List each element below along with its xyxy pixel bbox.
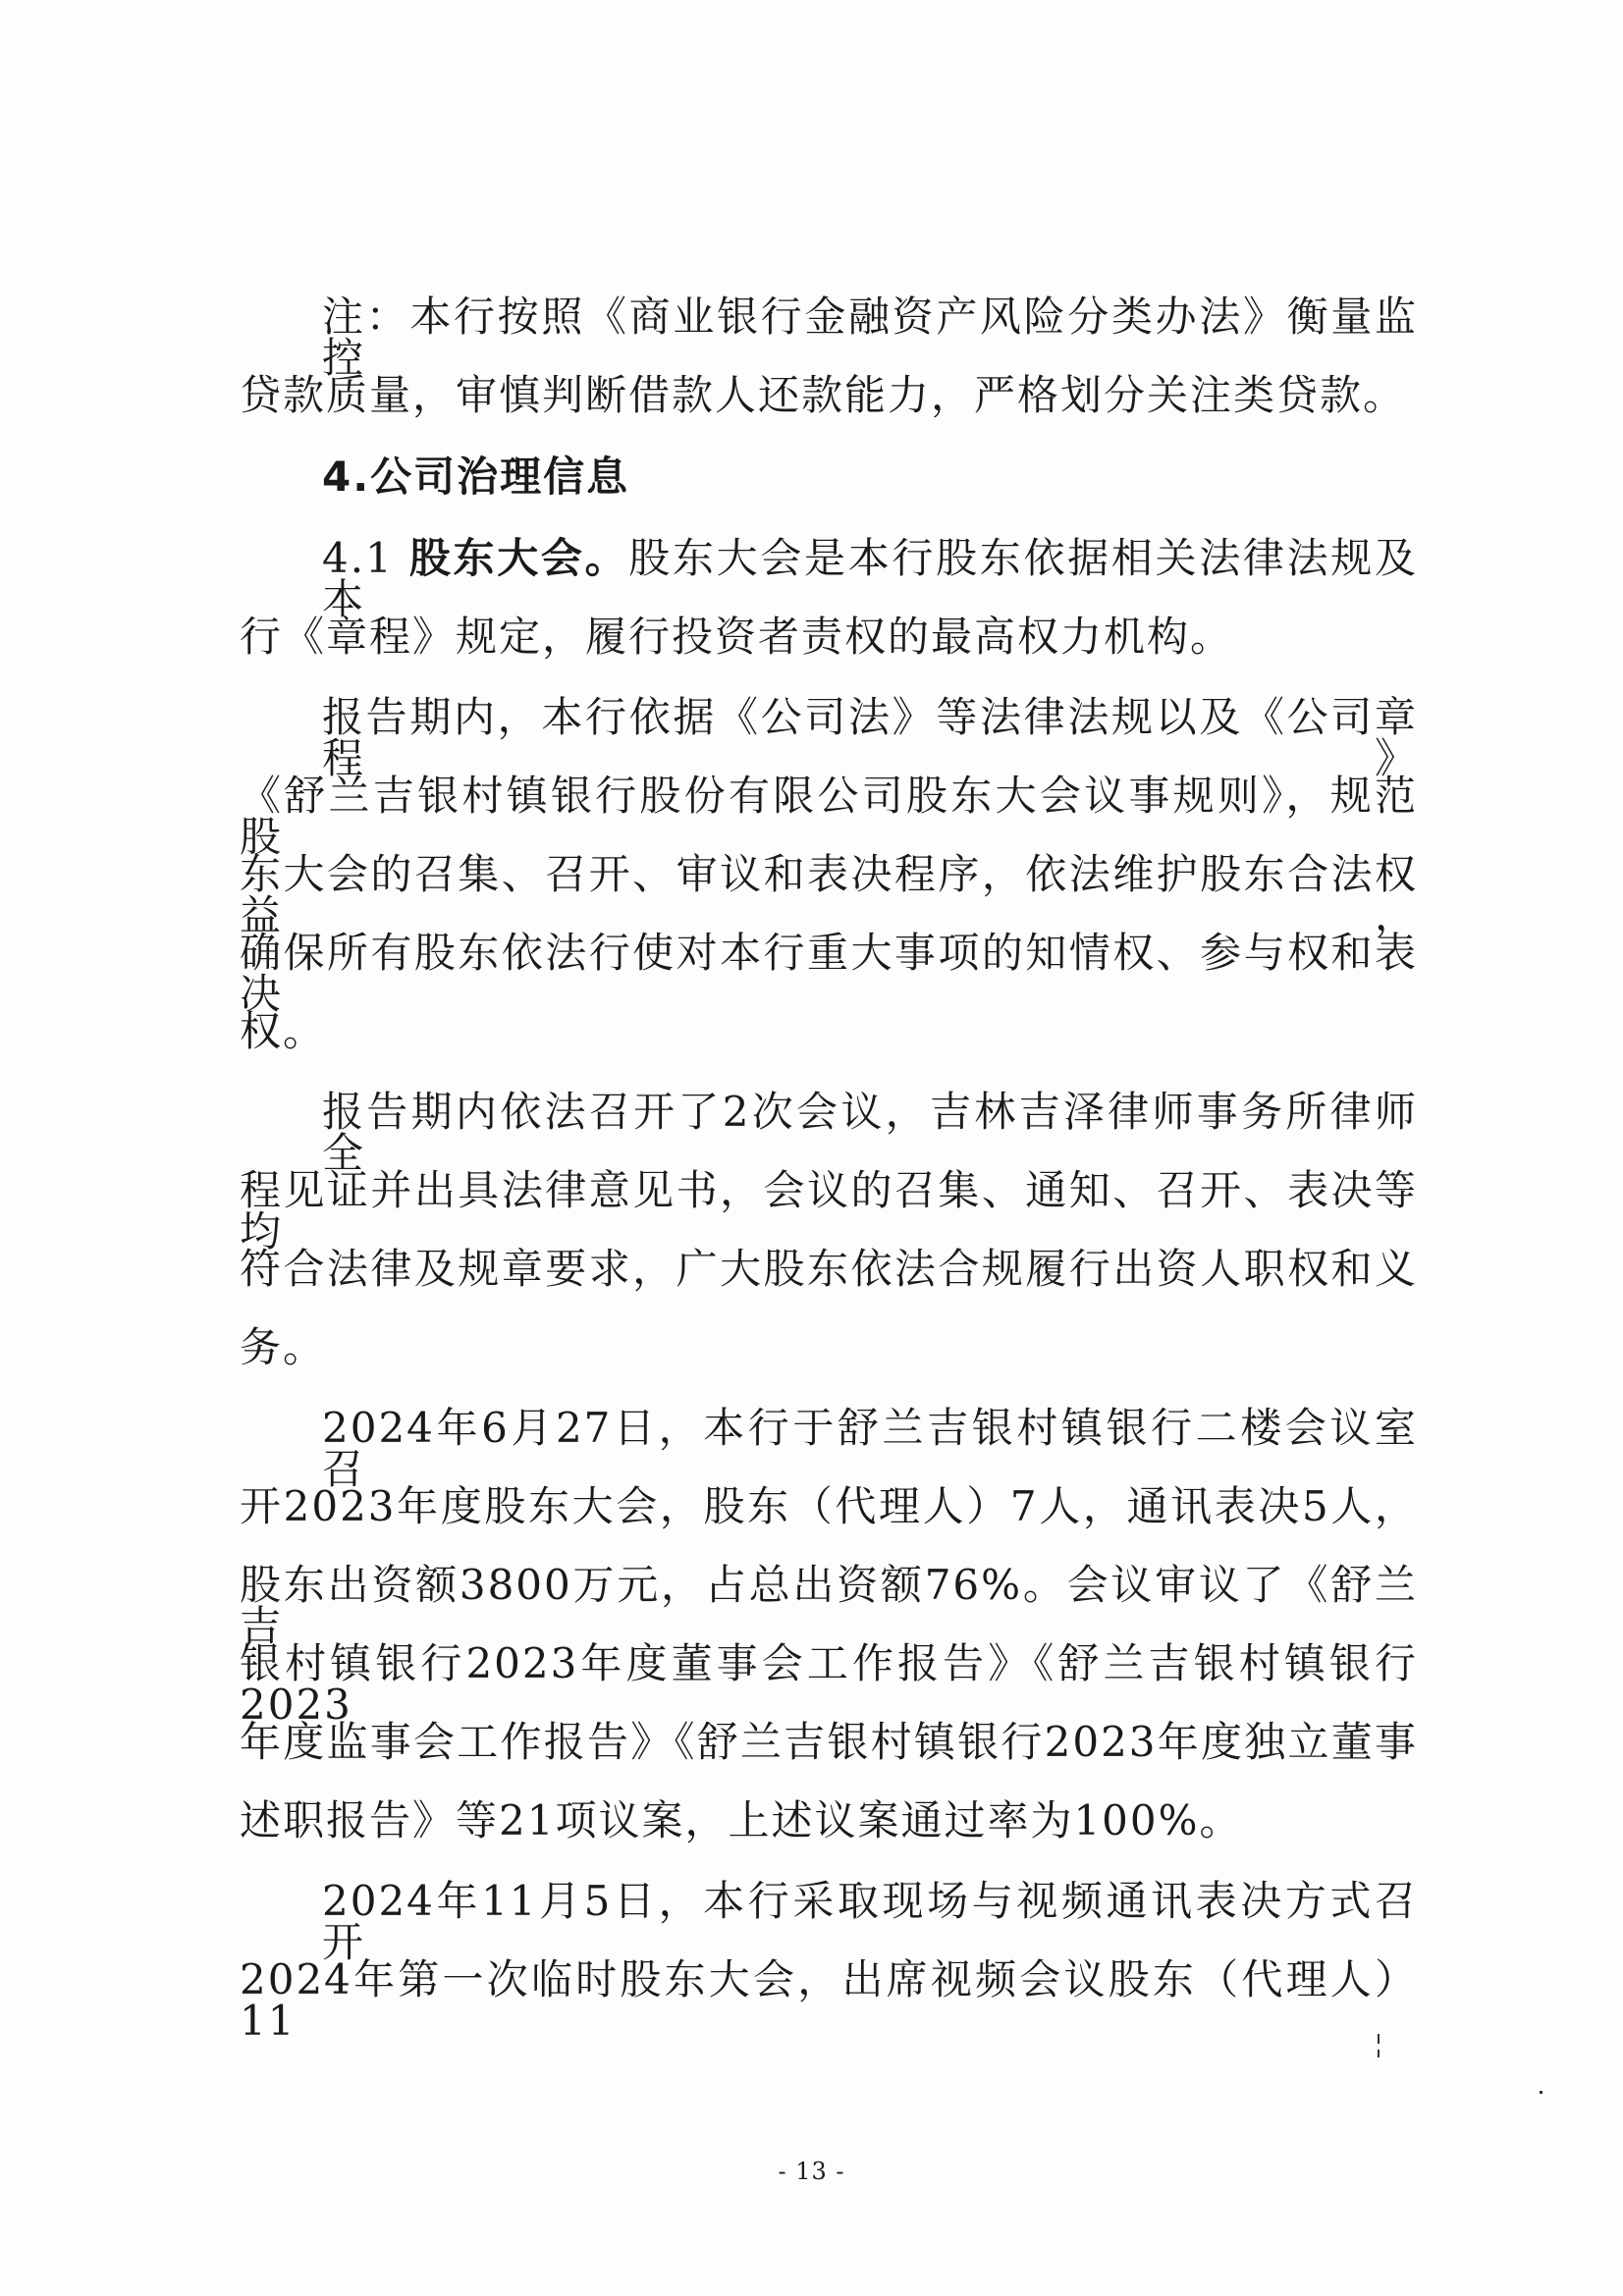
paragraph-3-line-1: 报告期内依法召开了2次会议，吉林吉泽律师事务所律师全 <box>322 1088 1418 1177</box>
scan-speck <box>1378 2050 1380 2057</box>
paragraph-4-line-4: 银村镇银行2023年度董事会工作报告》《舒兰吉银村镇银行2023 <box>240 1639 1418 1729</box>
paragraph-4-line-2: 开2023年度股东大会，股东（代理人）7人，通讯表决5人， <box>240 1482 1418 1530</box>
paragraph-2-line-5: 权。 <box>240 1007 327 1055</box>
paragraph-5-line-1: 2024年11月5日，本行采取现场与视频通讯表决方式召开 <box>322 1877 1418 1966</box>
subsection-title: 股东大会。 <box>408 534 629 582</box>
paragraph-note-line-1: 注：本行按照《商业银行金融资产风险分类办法》衡量监控 <box>322 293 1418 382</box>
paragraph-4-line-3: 股东出资额3800万元，占总出资额76%。会议审议了《舒兰吉 <box>240 1561 1418 1650</box>
paragraph-5-line-2: 2024年第一次临时股东大会，出席视频会议股东（代理人）11 <box>240 1955 1418 2045</box>
section-heading: 4.公司治理信息 <box>322 453 630 501</box>
subsection-text: 股东大会是本行股东依据相关法律法规及本 <box>322 534 1418 623</box>
paragraph-2-line-4: 确保所有股东依法行使对本行重大事项的知情权、参与权和表决 <box>240 929 1418 1018</box>
paragraph-4-line-5: 年度监事会工作报告》《舒兰吉银村镇银行2023年度独立董事 <box>240 1718 1418 1766</box>
subsection-number: 4.1 <box>322 534 394 582</box>
scan-speck <box>1378 2034 1380 2044</box>
paragraph-2-line-3: 东大会的召集、召开、审议和表决程序，依法维护股东合法权益， <box>240 850 1418 939</box>
paragraph-2-line-1: 报告期内，本行依据《公司法》等法律法规以及《公司章程》 <box>322 693 1418 782</box>
paragraph-3-line-4: 务。 <box>240 1323 327 1371</box>
paragraph-2-line-2: 《舒兰吉银村镇银行股份有限公司股东大会议事规则》，规范股 <box>240 772 1418 861</box>
page-number: - 13 - <box>778 2158 845 2185</box>
paragraph-3-line-3: 符合法律及规章要求，广大股东依法合规履行出资人职权和义 <box>240 1245 1418 1293</box>
paragraph-4-1-line-1 <box>322 534 1418 623</box>
paragraph-3-line-2: 程见证并出具法律意见书，会议的召集、通知、召开、表决等均 <box>240 1166 1418 1255</box>
paragraph-4-1-line-2: 行《章程》规定，履行投资者责权的最高权力机构。 <box>240 613 1234 661</box>
scan-speck <box>1540 2091 1542 2094</box>
paragraph-4-line-1: 2024年6月27日，本行于舒兰吉银村镇银行二楼会议室召 <box>322 1404 1418 1493</box>
paragraph-note-line-2: 贷款质量，审慎判断借款人还款能力，严格划分关注类贷款。 <box>240 371 1407 419</box>
paragraph-4-line-6: 述职报告》等21项议案，上述议案通过率为100%。 <box>240 1796 1243 1844</box>
